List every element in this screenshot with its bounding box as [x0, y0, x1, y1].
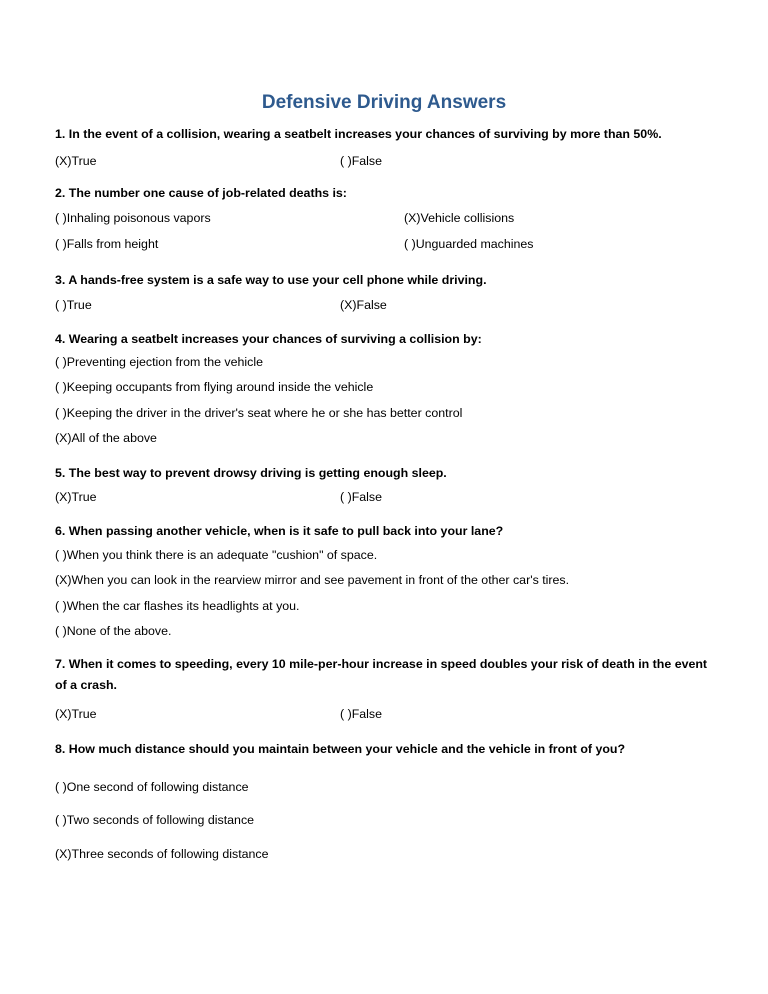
question-1-option-2: ( )False: [340, 154, 382, 168]
question-8-option-1: ( )One second of following distance: [55, 780, 249, 794]
question-8-option-2: ( )Two seconds of following distance: [55, 813, 255, 827]
question-6-option-2: (X)When you can look in the rearview mirror and see pavement in front of the other car's tires.: [55, 573, 570, 587]
page-title: Defensive Driving Answers: [261, 92, 507, 113]
question-8: 8. How much distance should you maintain between your vehicle and the vehicle in front of you?: [55, 742, 626, 756]
question-7: 7. When it comes to speeding, every 10 mile-per-hour increase in speed doubles your risk of death in the event of a crash.: [55, 657, 708, 692]
question-3-option-2: (X)False: [340, 298, 387, 312]
question-2-option-1: ( )Inhaling poisonous vapors: [55, 211, 211, 225]
question-7-option-2: ( )False: [340, 707, 382, 721]
question-6-option-4: ( )None of the above.: [55, 624, 172, 638]
question-2-option-4: ( )Unguarded machines: [404, 237, 534, 251]
question-4: 4. Wearing a seatbelt increases your chances of surviving a collision by:: [55, 332, 482, 346]
question-2-option-3: ( )Falls from height: [55, 237, 159, 251]
question-2-option-2: (X)Vehicle collisions: [404, 211, 515, 225]
question-4-option-4: (X)All of the above: [55, 431, 157, 445]
question-6: 6. When passing another vehicle, when is it safe to pull back into your lane?: [55, 524, 504, 538]
question-6-option-1: ( )When you think there is an adequate "cushion" of space.: [55, 548, 378, 562]
question-5-option-1: (X)True: [55, 490, 97, 504]
question-4-option-2: ( )Keeping occupants from flying around inside the vehicle: [55, 380, 374, 394]
question-3: 3. A hands-free system is a safe way to use your cell phone while driving.: [55, 273, 487, 287]
question-2: 2. The number one cause of job-related deaths is:: [55, 186, 347, 200]
question-7-option-1: (X)True: [55, 707, 97, 721]
question-3-option-1: ( )True: [55, 298, 92, 312]
question-5-option-2: ( )False: [340, 490, 382, 504]
question-1-option-1: (X)True: [55, 154, 97, 168]
question-1: 1. In the event of a collision, wearing a seatbelt increases your chances of surviving by more than 50%.: [55, 127, 662, 141]
question-5: 5. The best way to prevent drowsy driving is getting enough sleep.: [55, 466, 447, 480]
question-6-option-3: ( )When the car flashes its headlights at you.: [55, 599, 300, 613]
question-4-option-3: ( )Keeping the driver in the driver's seat where he or she has better control: [55, 406, 463, 420]
question-8-option-3: (X)Three seconds of following distance: [55, 847, 269, 861]
question-4-option-1: ( )Preventing ejection from the vehicle: [55, 355, 263, 369]
